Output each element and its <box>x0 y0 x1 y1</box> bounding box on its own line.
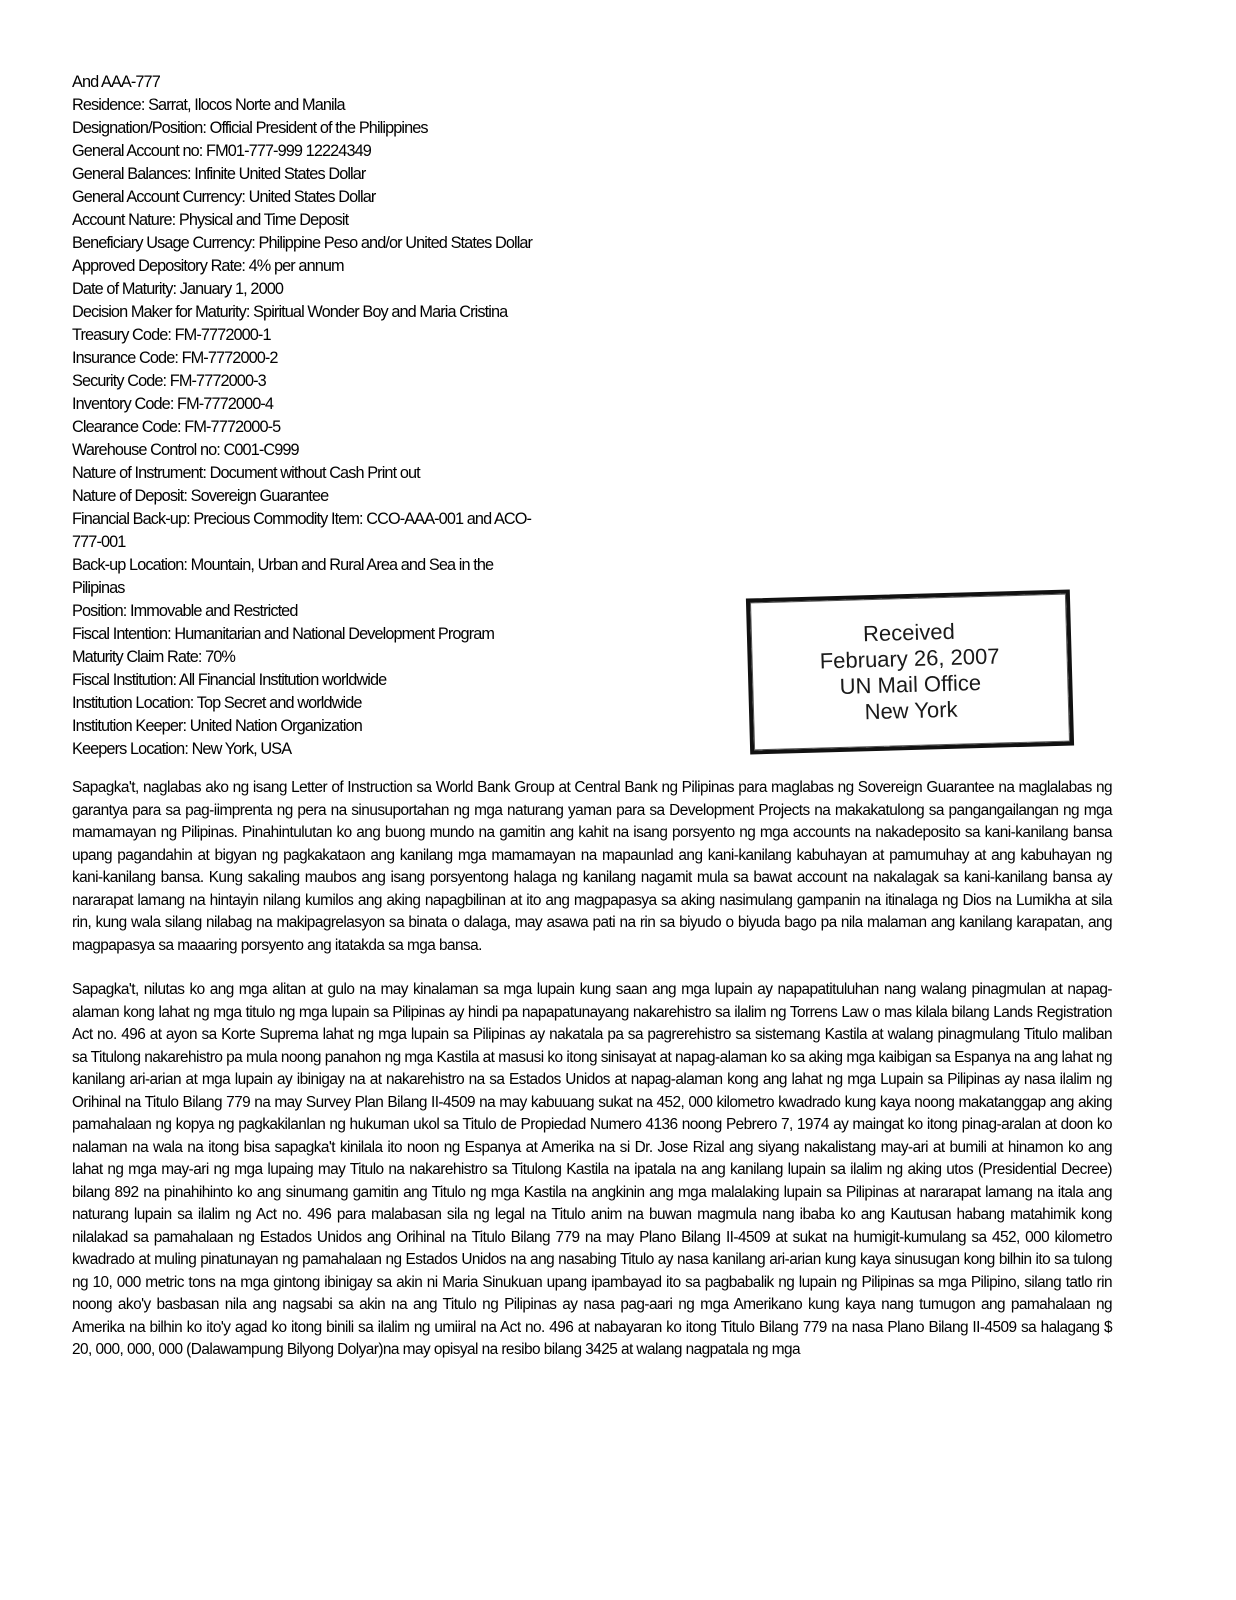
document-body <box>72 777 1112 1384</box>
field-line: Back-up Location: Mountain, Urban and Rural Area and Sea in the <box>72 556 494 574</box>
field-line: General Account Currency: United States Dollar <box>72 188 376 206</box>
account-details-list <box>72 71 632 761</box>
field-line: Security Code: FM-7772000-3 <box>72 372 266 390</box>
received-stamp <box>746 590 1074 755</box>
field-line: Nature of Instrument: Document without Cash Print out <box>72 464 420 482</box>
field-line: Fiscal Intention: Humanitarian and National Development Program <box>72 625 495 643</box>
field-line: Institution Location: Top Secret and worldwide <box>72 694 362 712</box>
field-line: Maturity Claim Rate: 70% <box>72 648 235 666</box>
paragraph: Sapagka't, naglabas ako ng isang Letter of Instruction sa World Bank Group at Central Bank ng Pilipinas para maglabas ng Sovereign Guarantee na maglalabas ng garantya para sa pag-iimprenta ng pera na sinusuportahan ng mga naturang yaman para sa Development Projects na makakatulong sa pangangailangan ng mga mamamayan ng Pilipinas. Pinahintulutan ko ang buong mundo na gamitin ang kahit na isang porsyento ng mga accounts na nakadeposito sa kani-kanilang bansa upang pagandahin at bigyan ng pagkakataon ang kanilang mga mamamayan na mapaunlad ang kani-kanilang kabuhayan at pamumuhay at ang kabuhayan ng kani-kanilang bansa. Kung sakaling maubos ang isang porsyentong halaga ng kanilang nagamit mula sa bawat account na nakalagak sa kani-kanilang bansa ay nararapat lamang na hintayin nilang kumilos ang aking napagbilinan at ito ang magpapasya sa aking nasimulang gampanin na itinalaga ng Dios na Lumikha at sila rin, kung wala silang nilabag na makipagrelasyon sa binata o dalaga, may asawa pati na rin sa biyudo o biyuda bago pa nila malaman ang kanilang karapatan, ang magpapasya sa maaaring porsyento ang itatakda sa mga bansa. <box>72 779 1112 954</box>
field-line: Position: Immovable and Restricted <box>72 602 298 620</box>
field-line: Nature of Deposit: Sovereign Guarantee <box>72 487 329 505</box>
field-line: Insurance Code: FM-7772000-2 <box>72 349 278 367</box>
field-line: Keepers Location: New York, USA <box>72 740 292 758</box>
field-line: Approved Depository Rate: 4% per annum <box>72 257 344 275</box>
field-line: Pilipinas <box>72 579 125 597</box>
field-line: Treasury Code: FM-7772000-1 <box>72 326 271 344</box>
field-line: Warehouse Control no: C001-C999 <box>72 441 299 459</box>
field-line: Decision Maker for Maturity: Spiritual Wonder Boy and Maria Cristina <box>72 303 508 321</box>
field-line: Account Nature: Physical and Time Deposit <box>72 211 349 229</box>
field-line: Fiscal Institution: All Financial Institution worldwide <box>72 671 387 689</box>
field-line: General Balances: Infinite United States Dollar <box>72 165 366 183</box>
stamp-city: New York <box>864 696 958 725</box>
field-line: General Account no: FM01-777-999 12224349 <box>72 142 371 160</box>
field-line: Inventory Code: FM-7772000-4 <box>72 395 274 413</box>
field-line: Clearance Code: FM-7772000-5 <box>72 418 281 436</box>
field-line: Financial Back-up: Precious Commodity Item: CCO-AAA-001 and ACO- <box>72 510 532 528</box>
field-line: Designation/Position: Official President of the Philippines <box>72 119 428 137</box>
field-line: Date of Maturity: January 1, 2000 <box>72 280 284 298</box>
stamp-office: UN Mail Office <box>839 670 982 699</box>
paragraph: Sapagka't, nilutas ko ang mga alitan at gulo na may kinalaman sa mga lupain kung saan ang mga lupain ay napapatituluhan nang walang pinagmulan at napag-alaman kong lahat ng mga titulo ng mga lupain sa Pilipinas ay hindi pa napapatunayang nakarehistro sa ilalim ng Torrens Law o mas kilala bilang Lands Registration Act no. 496 at ayon sa Korte Suprema lahat ng mga lupain sa Pilipinas ay nakatala pa sa pagrerehistro sa sistemang Kastila at walang pinagmulang Titulo maliban sa Titulong nakarehistro pa mula noong panahon ng mga Kastila at masusi ko itong sinisayat at napag-alaman ko sa aking mga kaibigan sa Espanya na ang lahat ng kanilang ari-arian at mga lupain ay ibinigay na at nakarehistro na sa Estados Unidos at napag-alaman kong ang lahat ng mga Lupain sa Pilipinas ay nasa ilalim ng Orihinal na Titulo Bilang 779 na may Survey Plan Bilang II-4509 na may kabuuang sukat na 452, 000 kilometro kwadrado kung kaya noong makatanggap ang aking pamahalaan ng kopya ng pagkakilanlan ng hukuman ukol sa Titulo de Propiedad Numero 4136 noong Pebrero 7, 1974 ay maingat ko itong pinag-aralan at doon ko nalaman na wala na itong bisa sapagka't kinilala ito noon ng Espanya at Amerika na si Dr. Jose Rizal ang siyang nakalistang may-ari at bumili at hinamon ko ang lahat ng mga may-ari ng mga lupaing may Titulo na nakarehistro sa Titulong Kastila na ipatala na ang kanilang lupain sa ilalim ng aking utos (Presidential Decree) bilang 892 na pinahihinto ko ang sinumang gamitin ang Titulo ng mga Kastila na angkinin ang mga malalaking lupain sa Pilipinas at nararapat lamang na itala ang naturang lupain sa ilalim ng Act no. 496 para malabasan sila ng legal na Titulo anim na buwan magmula nang ibaba ko ang Kautusan habang matahimik kong nilalakad sa pamahalaan ng Estados Unidos ang Orihinal na Titulo Bilang 779 na may Plano Bilang II-4509 at sukat na humigit-kumulang sa 452, 000 kilometro kwadrado at muling pinatunayan ng pamahalaan ng Estados Unidos na ang nasabing Titulo ay nasa kanilang ari-arian kung kaya sinusugan kong bilhin ito sa tulong ng 10, 000 metric tons na mga gintong ibinigay sa akin ni Maria Sinukuan upang ipambayad ito sa pagbabalik ng lupain ng Pilipinas sa mga Pilipino, silang tatlo rin noong ako'y basbasan nila ang nagsabi sa akin na ang Titulo ng Pilipinas ay nasa pag-aari ng mga Amerikano kung kaya nang tumugon ang pamahalaan ng Amerika na bilhin ko ito'y agad ko itong binili sa ilalim ng umiiral na Act no. 496 at nabayaran ko itong Titulo Bilang 779 na nasa Plano Bilang II-4509 sa halagang $ 20, 000, 000, 000 (Dalawampung Bilyong Dolyar)na may opisyal na resibo bilang 3425 at walang nagpatala ng mga <box>72 981 1112 1358</box>
stamp-date: February 26, 2007 <box>819 643 1000 674</box>
field-line: Residence: Sarrat, Ilocos Norte and Manila <box>72 96 345 114</box>
field-line: 777-001 <box>72 533 126 551</box>
field-line: Institution Keeper: United Nation Organization <box>72 717 362 735</box>
field-line: Beneficiary Usage Currency: Philippine Peso and/or United States Dollar <box>72 234 533 252</box>
field-line: And AAA-777 <box>72 73 160 91</box>
stamp-received-label: Received <box>862 618 956 647</box>
